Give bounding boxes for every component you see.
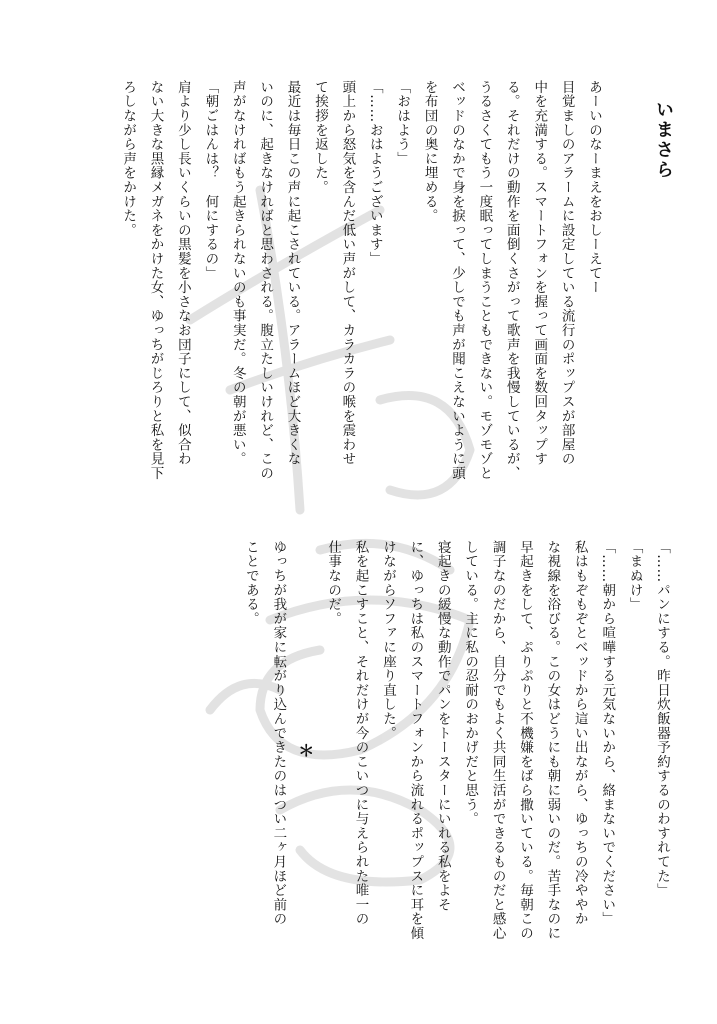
text-line: る。それだけの動作を面倒くさがって歌声を我慢しているが、 (503, 80, 520, 481)
text-line: 「おはよう」 (394, 80, 411, 166)
text-line: いのに、起きなければと思わされる。腹立たしいけれど、この (257, 80, 274, 481)
text-line: 肩より少し長いくらいの黒髪を小さなお団子にして、似合わ (174, 80, 191, 467)
text-line: 目覚ましのアラームに設定している流行のポップスが部屋の (558, 80, 575, 467)
text-line: している。主に私の忍耐のおかげだと思う。 (462, 540, 479, 826)
text-line: に、ゆっちは私のスマートフォンから流れるポップスに耳を傾 (407, 540, 424, 941)
text-line: 中を充満する。スマートフォンを握って画面を数回タップす (531, 80, 548, 467)
text-line: 最近は毎日この声に起こされている。アラームほど大きくな (284, 80, 301, 467)
text-line: 頭上から怒気を含んだ低い声がして、カラカラの喉を震わせ (339, 80, 356, 467)
text-line: 「……パンにする。昨日炊飯器予約するのわすれてた」 (654, 540, 670, 898)
text-line: 私を起こすこと、それだけが今のこいつに与えられた唯一の (352, 540, 369, 927)
text-line: うるさくてもう一度眠ってしまうこともできない。モゾモゾと (476, 80, 493, 481)
section-separator: ＊ (295, 741, 315, 759)
text-line: な視線を浴びる。この女はどうにも朝に弱いのだ。苦手なのに (544, 540, 561, 941)
lower-tier-text (55, 540, 675, 960)
story-title: いまさら (653, 100, 674, 180)
upper-tier-text (47, 80, 607, 500)
text-line: あーいのなーまえをおしーえてー (586, 80, 602, 295)
text-line: 「……朝から喧嘩する元気ないから、絡まないでください」 (599, 540, 616, 927)
text-line: 「まぬけ」 (626, 540, 643, 612)
text-line: 仕事なのだ。 (325, 540, 342, 626)
text-line: ろしながら声をかけた。 (120, 80, 137, 238)
text-line: 「……おはようございます」 (366, 80, 383, 266)
text-line: ない大きな黒縁メガネをかけた女、ゆっちがじろりと私を見下 (147, 80, 164, 481)
text-line: 早起きをして、ぷりぷりと不機嫌をばら撒いている。毎朝この (516, 540, 533, 941)
text-line: けながらソファに座り直した。 (379, 540, 396, 741)
text-line: て挨拶を返した。 (311, 80, 328, 195)
text-line: 声がなければもう起きられないのも事実だ。冬の朝が悪い。 (229, 80, 246, 467)
text-line: を布団の奥に埋める。 (421, 80, 438, 223)
text-line: ゆっちが我が家に転がり込んできたのはつい二ヶ月ほど前の (270, 540, 287, 927)
text-line: ベッドのなかで身を捩って、少しでも声が聞こえないように頭 (448, 80, 465, 481)
text-line: 寝起きの緩慢な動作でパンをトースターにいれる私をよそ (434, 540, 451, 912)
text-line: 私はもぞもぞとベッドから這い出ながら、ゆっちの冷ややか (571, 540, 588, 927)
text-line: 調子なのだから、自分でもよく共同生活ができるものだと感心 (489, 540, 506, 941)
text-line: ことである。 (242, 540, 259, 626)
text-line: 「朝ごはんは？ 何にするの」 (202, 80, 219, 281)
